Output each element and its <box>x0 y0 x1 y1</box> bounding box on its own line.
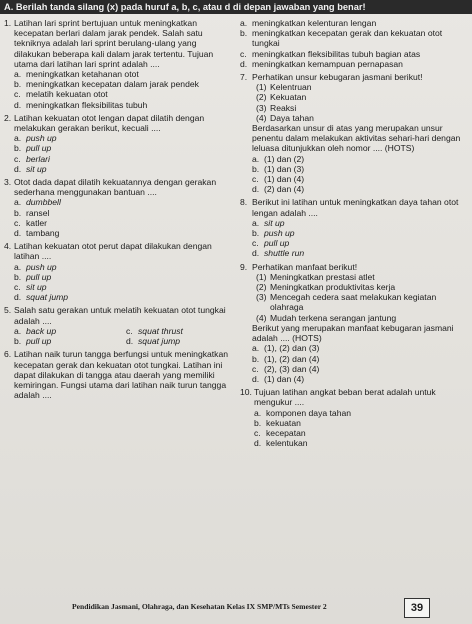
question-text: Tujuan latihan angkat beban berat adalah untuk mengukur .... <box>254 387 436 408</box>
question-8 <box>240 197 468 258</box>
statement: (3) Reaksi <box>256 102 297 113</box>
question-text: Perhatikan unsur kebugaran jasmani berikut! <box>252 72 423 83</box>
page-footer <box>0 598 472 618</box>
question-number: 4. <box>4 241 12 252</box>
question-text: Latihan lari sprint bertujuan untuk meningkatkan kecepatan berlari dalam jarak pendek. Salah satu tekniknya adalah lari sprint berulang-ulang yang dilakukan beberapa kali dalam jarak tertentu. Tujuan utama dari latihan lari sprint adalah .... <box>14 18 214 69</box>
option-d[interactable]: d. (2) dan (4) <box>252 184 305 195</box>
question-text: Otot dada dapat dilatih kekuatannya dengan gerakan sederhana menggunakan bantuan .... <box>14 177 217 198</box>
option-a[interactable]: a. push up <box>14 261 57 272</box>
question-1 <box>4 18 232 110</box>
option-b[interactable]: b. meningkatkan kecepatan gerak dan kekuatan otot tungkai <box>240 28 443 49</box>
option-d[interactable]: d. shuttle run <box>252 248 305 259</box>
option-b[interactable]: b. push up <box>252 228 295 239</box>
question-3 <box>4 177 232 238</box>
option-b[interactable]: b. ransel <box>14 207 50 218</box>
section-instruction: A. Berilah tanda silang (x) pada huruf a, b, c, atau d di depan jawaban yang benar! <box>0 0 472 14</box>
footer-book-title: Pendidikan Jasmani, Olahraga, dan Kesehatan Kelas IX SMP/MTs Semester 2 <box>72 602 327 611</box>
left-column <box>4 18 232 403</box>
option-d[interactable]: d. squat jump <box>126 336 181 347</box>
option-a[interactable]: a. komponen daya tahan <box>254 407 352 418</box>
question-number: 8. <box>240 197 248 208</box>
option-a[interactable]: a. back up <box>14 325 57 336</box>
option-b[interactable]: b. pull up <box>14 336 52 347</box>
question-7 <box>240 72 468 194</box>
option-c[interactable]: c. melatih kekuatan otot <box>14 89 108 100</box>
option-c[interactable]: c. berlari <box>14 153 50 164</box>
question-text: Perhatikan manfaat berikut! <box>252 261 358 272</box>
option-c[interactable]: c. katler <box>14 217 48 228</box>
statement: (1) Meningkatkan prestasi atlet <box>256 271 375 282</box>
option-b[interactable]: b. (1) dan (3) <box>252 163 305 174</box>
page-number: 39 <box>404 598 430 618</box>
option-b[interactable]: b. (1), (2) dan (4) <box>252 353 320 364</box>
question-number: 10. <box>240 387 252 398</box>
option-b[interactable]: b. pull up <box>14 143 52 154</box>
option-d[interactable]: d. squat jump <box>14 292 69 303</box>
question-number: 5. <box>4 305 12 316</box>
question-number: 2. <box>4 112 12 123</box>
question-4 <box>4 241 232 302</box>
option-a[interactable]: a. (1) dan (2) <box>252 153 305 164</box>
option-c[interactable]: c. meningkatkan fleksibilitas tubuh bagian atas <box>240 48 421 59</box>
option-a[interactable]: a. (1), (2) dan (3) <box>252 343 320 354</box>
question-number: 3. <box>4 177 12 188</box>
option-c[interactable]: c. pull up <box>252 238 290 249</box>
statement: (2) Meningkatkan produktivitas kerja <box>256 282 396 293</box>
question-text: Latihan kekuatan otot perut dapat dilakukan dengan latihan .... <box>14 241 212 262</box>
option-b[interactable]: b. kekuatan <box>254 417 301 428</box>
option-c[interactable]: c. (2), (3) dan (4) <box>252 363 320 374</box>
option-c[interactable]: c. squat thrust <box>126 325 183 336</box>
question-10 <box>240 387 468 448</box>
option-c[interactable]: c. (1) dan (4) <box>252 174 305 185</box>
question-text: Latihan kekuatan otot lengan dapat dilatih dengan melakukan gerakan berikut, kecuali .... <box>14 112 205 134</box>
statement: (2) Kekuatan <box>256 92 307 103</box>
option-a[interactable]: a. meningkatkan ketahanan otot <box>14 69 139 80</box>
option-c[interactable]: c. kecepatan <box>254 427 306 438</box>
option-c[interactable]: c. sit up <box>14 282 47 293</box>
question-6 <box>4 349 232 400</box>
option-a[interactable]: a. meningkatkan kelenturan lengan <box>240 18 377 28</box>
option-a[interactable]: a. sit up <box>252 217 285 228</box>
question-5 <box>4 305 232 346</box>
question-number: 7. <box>240 72 248 83</box>
option-a[interactable]: a. dumbbell <box>14 197 61 208</box>
statement: (4) Mudah terkena serangan jantung <box>256 312 397 323</box>
question-followup: Berdasarkan unsur di atas yang merupakan unsur penentu dalam melakukan aktivitas sehari-hari dengan leluasa ditunjukkan oleh nomor .... (HOTS) <box>252 123 461 154</box>
option-a[interactable]: a. push up <box>14 133 57 144</box>
question-number: 1. <box>4 18 12 28</box>
option-d[interactable]: d. tambang <box>14 228 60 239</box>
question-text: Berikut ini latihan untuk meningkatkan daya tahan otot lengan adalah .... <box>252 197 459 218</box>
option-d[interactable]: d. meningkatkan kemampuan pernapasan <box>240 58 403 69</box>
option-d[interactable]: d. sit up <box>14 163 47 174</box>
question-text: Latihan naik turun tangga berfungsi untuk meningkatkan kecepatan gerak dan kekuatan otot tungkai. Latihan ini dapat dilakukan di tangga atau daerah yang memiliki kemiringan. Fungsi utama dari latihan naik turun tangga adalah .... <box>14 349 229 401</box>
right-column <box>240 18 468 451</box>
option-d[interactable]: d. (1) dan (4) <box>252 373 305 384</box>
question-text: Salah satu gerakan untuk melatih kekuatan otot tungkai adalah .... <box>14 305 226 326</box>
statement: (4) Daya tahan <box>256 112 314 123</box>
statement: (1) Kelentruan <box>256 82 312 93</box>
question-2 <box>4 113 232 174</box>
option-b[interactable]: b. meningkatkan kecepatan dalam jarak pendek <box>14 79 199 90</box>
question-number: 6. <box>4 349 12 360</box>
question-number: 9. <box>240 261 248 272</box>
question-followup: Berikut yang merupakan manfaat kebugaran jasmani adalah .... (HOTS) <box>252 322 454 344</box>
option-b[interactable]: b. pull up <box>14 271 52 282</box>
question-9 <box>240 262 468 384</box>
option-d[interactable]: d. meningkatkan fleksibilitas tubuh <box>14 99 148 110</box>
statement: (3) Mencegah cedera saat melakukan kegiatan olahraga <box>256 292 437 313</box>
option-d[interactable]: d. kelentukan <box>254 438 308 449</box>
question-1-options-continued <box>240 18 468 69</box>
